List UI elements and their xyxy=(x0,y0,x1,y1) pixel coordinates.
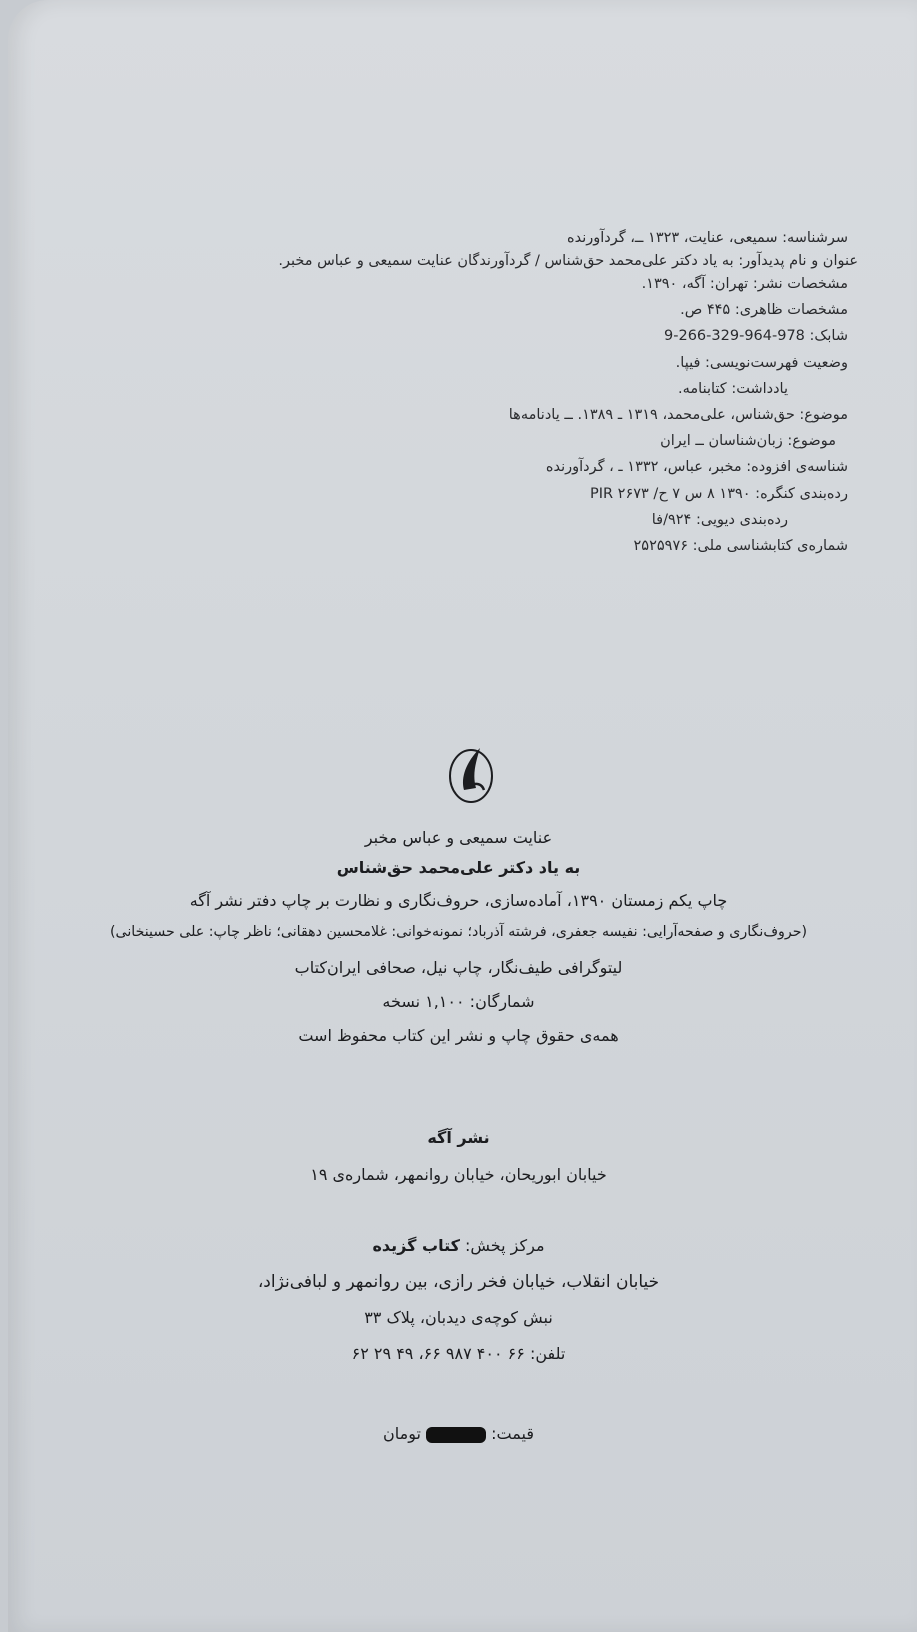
distribution-heading xyxy=(0,1236,917,1255)
distribution-address-2: نبش کوچه‌ی دیدبان، پلاک ۳۳ xyxy=(364,1308,553,1327)
price-label: قیمت: xyxy=(491,1424,534,1443)
cip-national-number: شماره‌ی کتابشناسی ملی: ۲۵۲۵۹۷۶ xyxy=(633,538,848,554)
distribution-phone: تلفن: ۶۶ ۴۰۰ ۹۸۷ ۶۶، ۴۹ ۲۹ ۶۲ xyxy=(351,1344,566,1363)
cip-added-entry: شناسه‌ی افزوده: مخبر، عباس، ۱۳۳۲ ـ ، گردآورنده xyxy=(545,459,848,475)
publisher-address: خیابان ابوریحان، خیابان روانمهر، شماره‌ی ۱۹ xyxy=(310,1165,607,1184)
imprint-title: به یاد دکتر علی‌محمد حق‌شناس xyxy=(336,858,581,877)
imprint-compilers: عنایت سمیعی و عباس مخبر xyxy=(364,828,553,847)
cip-note: یادداشت: کتابنامه. xyxy=(678,381,788,397)
cip-title: عنوان و نام پدیدآور: به یاد دکتر علی‌محمد حق‌شناس / گردآورندگان عنایت سمیعی و عباس مخبر. xyxy=(278,253,858,269)
cip-status: وضعیت فهرست‌نویسی: فیپا. xyxy=(675,355,848,371)
distribution-label: مرکز پخش: xyxy=(465,1236,545,1255)
distribution-address-1: خیابان انقلاب، خیابان فخر رازی، بین روانمهر و لبافی‌نژاد، xyxy=(257,1272,660,1292)
price-redaction xyxy=(426,1427,486,1443)
cip-main-entry: سرشناسه: سمیعی، عنایت، ۱۳۲۳ ــ، گردآورنده xyxy=(567,230,848,246)
distribution-name: کتاب گزیده xyxy=(372,1236,460,1255)
imprint-copies: شمارگان: ۱,۱۰۰ نسخه xyxy=(382,992,535,1011)
cip-physical: مشخصات ظاهری: ۴۴۵ ص. xyxy=(680,302,848,318)
publisher-logo xyxy=(446,738,496,806)
cip-subject-2: موضوع: زبان‌شناسان ــ ایران xyxy=(660,433,836,449)
imprint-printing: لیتوگرافی طیف‌نگار، چاپ نیل، صحافی ایران‌کتاب xyxy=(294,958,623,977)
imprint-credits: (حروف‌نگاری و صفحه‌آرایی: نفیسه جعفری، فرشته آذرباد؛ نمونه‌خوانی: غلامحسین دهقانی؛ ناظر چاپ: علی حسینخانی) xyxy=(109,924,808,940)
cip-publication: مشخصات نشر: تهران: آگه، ۱۳۹۰. xyxy=(641,276,848,292)
imprint-edition: چاپ یکم زمستان ۱۳۹۰، آماده‌سازی، حروف‌نگاری و نظارت بر چاپ دفتر نشر آگه xyxy=(189,891,728,910)
imprint-rights: همه‌ی حقوق چاپ و نشر این کتاب محفوظ است xyxy=(298,1026,619,1045)
cip-dewey: رده‌بندی دیویی: ۹۲۴/فا xyxy=(651,512,788,528)
cip-isbn: شابک: 978-964-329-266-9 xyxy=(664,328,848,344)
book-page xyxy=(8,0,917,1632)
publisher-name: نشر آگه xyxy=(427,1128,490,1147)
cip-lc-class: رده‌بندی کنگره: ۱۳۹۰ ۸ س ۷ ح/ ۲۶۷۳ PIR xyxy=(589,486,848,502)
price-line xyxy=(0,1424,917,1443)
price-unit: تومان xyxy=(383,1424,421,1443)
cip-subject-1: موضوع: حق‌شناس، علی‌محمد، ۱۳۱۹ ـ ۱۳۸۹. ــ یادنامه‌ها xyxy=(508,407,848,423)
